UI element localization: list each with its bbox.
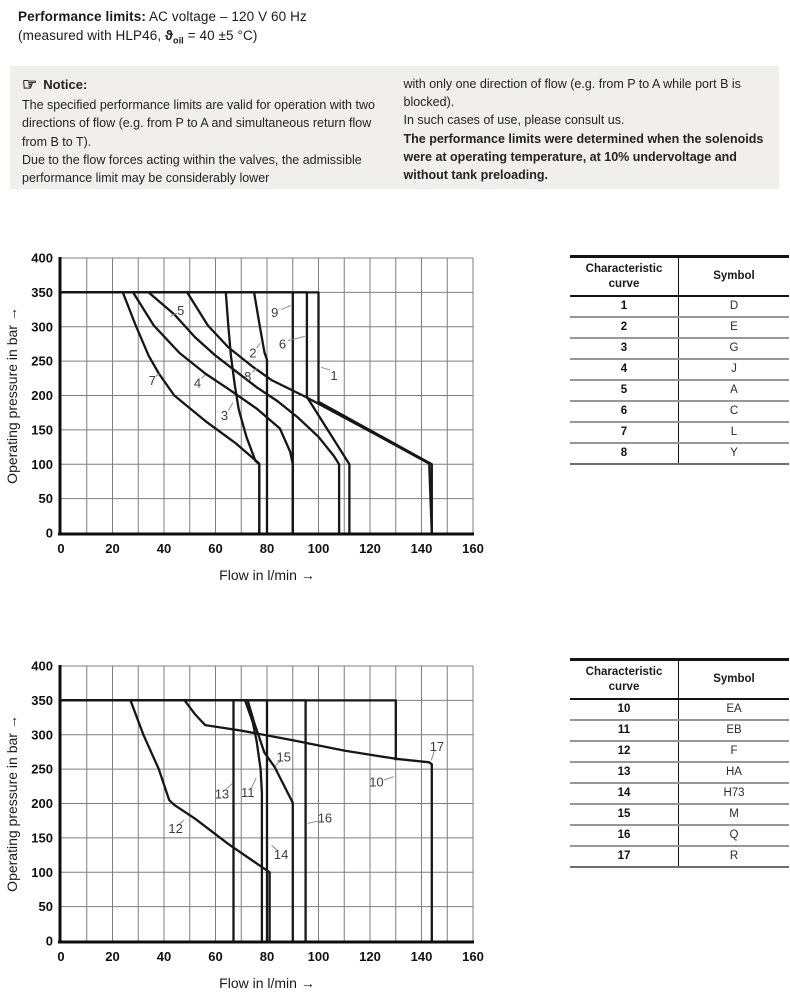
- notice-heading: [22, 75, 386, 94]
- curve-4: [61, 292, 293, 533]
- curve-label-15: 15: [276, 749, 291, 765]
- y-axis-title: Operating pressure in bar →: [4, 715, 20, 892]
- table-row: [570, 846, 789, 867]
- y-axis-title: Operating pressure in bar →: [4, 307, 20, 484]
- x-tick-label: 40: [156, 949, 172, 964]
- curve-label-4: 4: [193, 375, 202, 391]
- table-body: [570, 699, 789, 867]
- theta-symbol: ϑ: [165, 28, 173, 43]
- y-tick-label: 250: [31, 761, 53, 777]
- table-row: [570, 762, 789, 783]
- characteristic-curve-table-upper: [570, 255, 789, 465]
- x-tick-label: 160: [462, 949, 484, 964]
- x-axis-title: Flow in l/min →: [219, 567, 315, 583]
- curve-label-11: 11: [240, 785, 255, 800]
- symbol-cell: G: [679, 338, 790, 359]
- y-tick-label: 50: [38, 491, 53, 507]
- column-header-characteristic-curve: Characteristic curve: [570, 257, 679, 296]
- title-line-1: [18, 7, 307, 26]
- notice-paragraph: with only one direction of flow (e.g. from P to A while port B is blocked).: [403, 77, 741, 110]
- y-tick-label: 200: [31, 388, 53, 403]
- x-tick-label: 60: [208, 541, 223, 556]
- curve-label-5: 5: [177, 302, 185, 318]
- table-row: [570, 699, 789, 720]
- x-tick-label: 120: [359, 949, 381, 964]
- table-header-row: [570, 257, 789, 296]
- notice-paragraph: The specified performance limits are valid for operation with two directions of flow (e.g. from P to A and simultaneous return flow from B to T).: [22, 98, 375, 149]
- y-tick-label: 400: [31, 658, 53, 674]
- table-row: [570, 443, 789, 464]
- y-tick-label: 350: [31, 692, 53, 708]
- table-body: [570, 296, 789, 464]
- characteristic-curve-cell: 2: [570, 317, 679, 338]
- curve-9: [61, 292, 293, 533]
- symbol-cell: Q: [679, 825, 790, 846]
- characteristic-curve-cell: 6: [570, 401, 679, 422]
- symbol-cell: J: [679, 359, 790, 380]
- x-tick-label: 100: [307, 541, 330, 556]
- curve-12: [61, 700, 270, 941]
- performance-limits-chart-lower: [0, 656, 500, 992]
- curve-label-leader-3: [228, 402, 233, 410]
- curve-label-10: 10: [369, 774, 384, 790]
- curve-6: [61, 292, 349, 533]
- curve-label-leader-6: [288, 336, 305, 340]
- symbol-cell: D: [729, 300, 739, 313]
- curve-label-17: 17: [429, 738, 445, 754]
- x-tick-label: 160: [462, 541, 484, 556]
- table-row: [570, 359, 789, 380]
- table-header: [570, 257, 789, 296]
- characteristic-curve-cell: 13: [570, 762, 679, 783]
- curve-label-leader-4: [202, 375, 206, 378]
- characteristic-curve-cell: 7: [570, 422, 679, 443]
- curve-label-3: 3: [220, 407, 229, 423]
- title-line-2: [18, 26, 307, 51]
- x-axis-title: Flow in l/min →: [219, 975, 315, 991]
- y-tick-label: 350: [31, 284, 53, 300]
- characteristic-curve-cell: 14: [570, 783, 679, 804]
- y-tick-label: 0: [45, 933, 53, 949]
- curve-label-leader-2: [257, 343, 260, 348]
- curve-label-2: 2: [249, 345, 257, 361]
- curve-5: [61, 292, 339, 533]
- table-row: [570, 296, 789, 317]
- curve-label-leader-10: [384, 777, 394, 780]
- table-row: [570, 401, 789, 422]
- symbol-cell: E: [679, 317, 790, 338]
- y-tick-label: 100: [31, 864, 53, 880]
- x-tick-label: 0: [57, 541, 65, 556]
- characteristic-curve-cell: 3: [570, 338, 679, 359]
- curve-label-7: 7: [148, 372, 157, 388]
- title-bold: Performance limits:: [18, 9, 146, 24]
- title-line2-suffix: = 40 ±5 °C): [183, 28, 258, 43]
- symbol-cell: H73: [679, 783, 790, 804]
- characteristic-curve-cell: 12: [570, 741, 679, 762]
- page-title: [18, 7, 307, 51]
- table-row: [570, 804, 789, 825]
- x-tick-label: 80: [259, 949, 275, 964]
- x-tick-label: 20: [105, 949, 120, 964]
- table-row: [570, 741, 789, 762]
- table-row: [570, 825, 789, 846]
- curve-label-8: 8: [244, 368, 252, 384]
- table-row: [570, 338, 789, 359]
- x-tick-label: 0: [57, 949, 65, 964]
- x-tick-label: 80: [259, 541, 275, 556]
- symbol-cell: R: [679, 846, 790, 867]
- table-row: [570, 317, 789, 338]
- curve-label-14: 14: [273, 846, 289, 862]
- table-row: [570, 422, 789, 443]
- characteristic-curve-cell: 8: [570, 443, 679, 464]
- notice-paragraph-bold: The performance limits were determined when the solenoids were at operating temperature, at 10% undervoltage and without tank preloading.: [403, 131, 764, 183]
- pointing-hand-icon: ☞: [22, 75, 38, 94]
- curve-label-leader-9: [281, 305, 291, 309]
- notice-heading-label: Notice:: [43, 77, 88, 92]
- characteristic-curve-cell: 17: [570, 846, 679, 867]
- x-tick-label: 120: [359, 541, 381, 556]
- title-line2-prefix: (measured with HLP46,: [18, 28, 166, 43]
- x-tick-label: 20: [105, 541, 120, 556]
- title-rest: AC voltage – 120 V 60 Hz: [145, 9, 307, 24]
- y-tick-label: 0: [45, 525, 53, 541]
- symbol-cell: F: [679, 741, 790, 762]
- performance-limits-chart-upper: [0, 248, 500, 584]
- table-row: [570, 720, 789, 741]
- y-tick-label: 50: [38, 899, 53, 915]
- characteristic-curve-table-lower: [570, 658, 789, 868]
- curve-label-6: 6: [278, 336, 287, 352]
- column-header-symbol: Symbol: [679, 257, 790, 296]
- characteristic-curve-cell: 1: [570, 296, 679, 317]
- table-header-row: [570, 660, 789, 699]
- x-tick-label: 60: [208, 949, 223, 964]
- curve-label-leader-1: [321, 367, 330, 370]
- x-tick-label: 140: [410, 541, 433, 556]
- curve-label-16: 16: [317, 810, 333, 826]
- y-tick-label: 300: [31, 319, 53, 335]
- curve-8: [61, 292, 432, 533]
- x-tick-label: 40: [156, 541, 172, 556]
- symbol-cell: Y: [679, 443, 790, 464]
- symbol-cell: EB: [679, 720, 790, 741]
- curve-label-9: 9: [271, 304, 279, 320]
- table-row: [570, 783, 789, 804]
- characteristic-curve-cell: 5: [570, 380, 679, 401]
- symbol-cell: M: [679, 804, 790, 825]
- curve-3: [61, 292, 259, 533]
- notice-paragraph: Due to the flow forces acting within the valves, the admissible performance limit may be considerably lower: [22, 152, 362, 186]
- curve-label-1: 1: [330, 368, 338, 384]
- y-tick-label: 250: [31, 353, 53, 369]
- symbol-cell: HA: [679, 762, 790, 783]
- symbol-cell: C: [679, 401, 790, 422]
- curve-1: [61, 292, 432, 533]
- characteristic-curve-cell: 11: [570, 720, 679, 741]
- notice-right-column: [404, 75, 768, 181]
- characteristic-curve-cell: 16: [570, 825, 679, 846]
- notice-paragraph: In such cases of use, please consult us.: [403, 113, 625, 128]
- characteristic-curve-cell: 15: [570, 804, 679, 825]
- y-tick-label: 100: [31, 456, 53, 472]
- curve-17: [61, 700, 432, 941]
- notice-left-column: [22, 75, 386, 186]
- y-tick-label: 150: [31, 422, 53, 438]
- x-tick-label: 140: [410, 949, 433, 964]
- y-tick-label: 150: [31, 830, 53, 846]
- column-header-characteristic-curve: Characteristic curve: [570, 660, 679, 699]
- table-row: [570, 380, 789, 401]
- symbol-cell: A: [679, 380, 790, 401]
- y-tick-label: 200: [31, 796, 53, 811]
- y-tick-label: 400: [31, 250, 53, 266]
- curve-label-12: 12: [168, 820, 183, 836]
- symbol-cell: EA: [726, 703, 742, 716]
- symbol-cell: L: [679, 422, 790, 443]
- x-tick-label: 100: [307, 949, 330, 964]
- column-header-symbol: Symbol: [679, 660, 790, 699]
- theta-subscript: oil: [172, 35, 184, 46]
- characteristic-curve-cell: 10: [570, 699, 679, 720]
- curve-label-13: 13: [214, 786, 230, 802]
- table-header: [570, 660, 789, 699]
- characteristic-curve-cell: 4: [570, 359, 679, 380]
- y-tick-label: 300: [31, 727, 53, 743]
- curve-11: [61, 700, 262, 941]
- notice-box: [10, 66, 779, 189]
